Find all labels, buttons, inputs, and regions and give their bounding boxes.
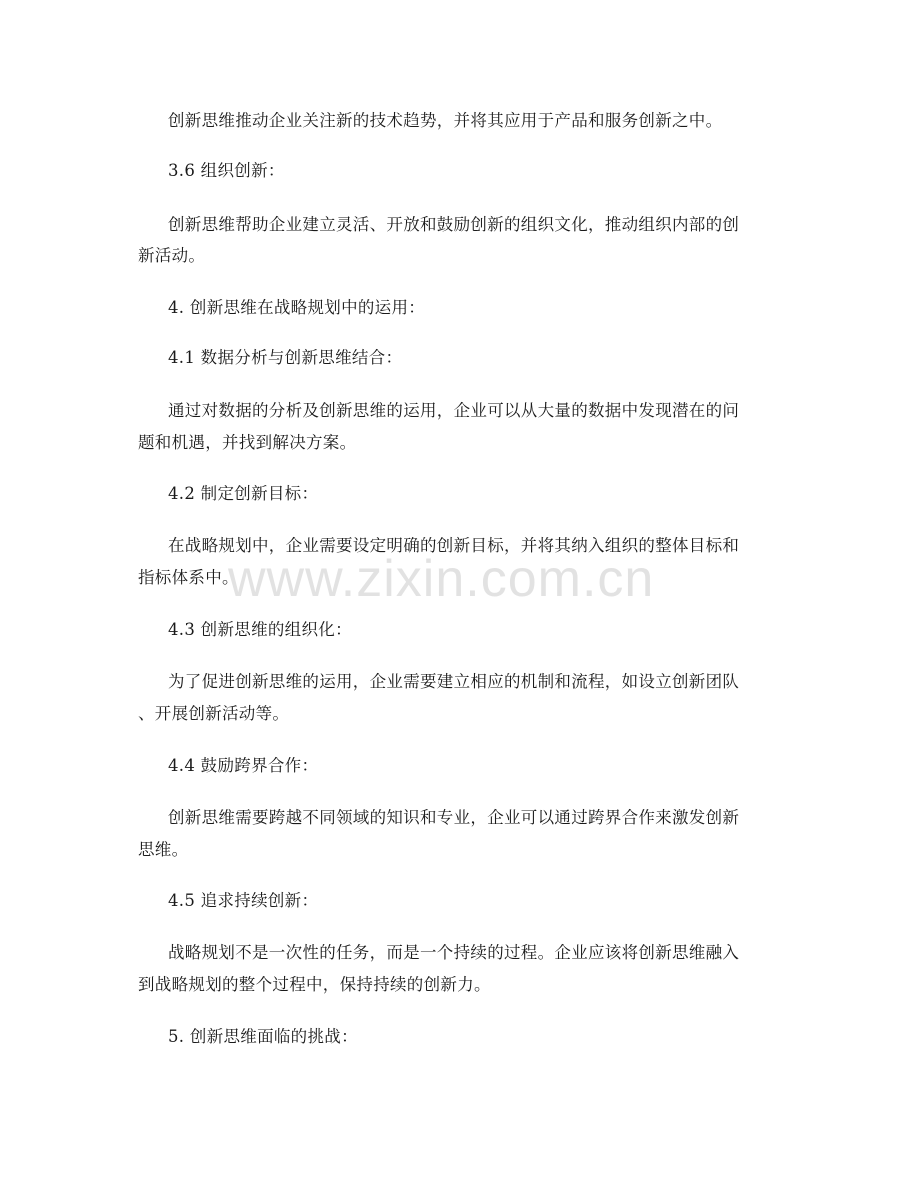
section-heading: 5. 创新思维面临的挑战：	[168, 1027, 358, 1046]
paragraph-line: 通过对数据的分析及创新思维的运用，企业可以从大量的数据中发现潜在的问	[168, 401, 740, 420]
paragraph-line: 思维。	[138, 840, 189, 859]
section-heading: 4.5 追求持续创新：	[168, 891, 319, 910]
section-heading: 4.2 制定创新目标：	[168, 484, 319, 503]
paragraph-line: 题和机遇，并找到解决方案。	[138, 433, 357, 452]
paragraph-line: 战略规划不是一次性的任务，而是一个持续的过程。企业应该将创新思维融入	[168, 943, 740, 962]
section-heading: 3.6 组织创新：	[168, 161, 285, 180]
paragraph-line: 到战略规划的整个过程中，保持持续的创新力。	[138, 975, 491, 994]
section-heading: 4.4 鼓励跨界合作：	[168, 756, 319, 775]
paragraph-line: 新活动。	[138, 246, 206, 265]
paragraph-line: 、开展创新活动等。	[138, 704, 290, 723]
watermark-text: www.zixin.com.cn	[228, 550, 655, 608]
paragraph-line: 创新思维帮助企业建立灵活、开放和鼓励创新的组织文化，推动组织内部的创	[168, 215, 740, 234]
section-heading: 4. 创新思维在战略规划中的运用：	[168, 298, 426, 317]
paragraph-line: 指标体系中。	[138, 568, 239, 587]
paragraph-line: 为了促进创新思维的运用，企业需要建立相应的机制和流程，如设立创新团队	[168, 672, 740, 691]
paragraph-line: 在战略规划中，企业需要设定明确的创新目标，并将其纳入组织的整体目标和	[168, 536, 740, 555]
section-heading: 4.3 创新思维的组织化：	[168, 620, 352, 639]
section-heading: 4.1 数据分析与创新思维结合：	[168, 348, 403, 367]
paragraph-line: 创新思维需要跨越不同领域的知识和专业，企业可以通过跨界合作来激发创新	[168, 808, 740, 827]
paragraph-line: 创新思维推动企业关注新的技术趋势，并将其应用于产品和服务创新之中。	[168, 111, 723, 130]
